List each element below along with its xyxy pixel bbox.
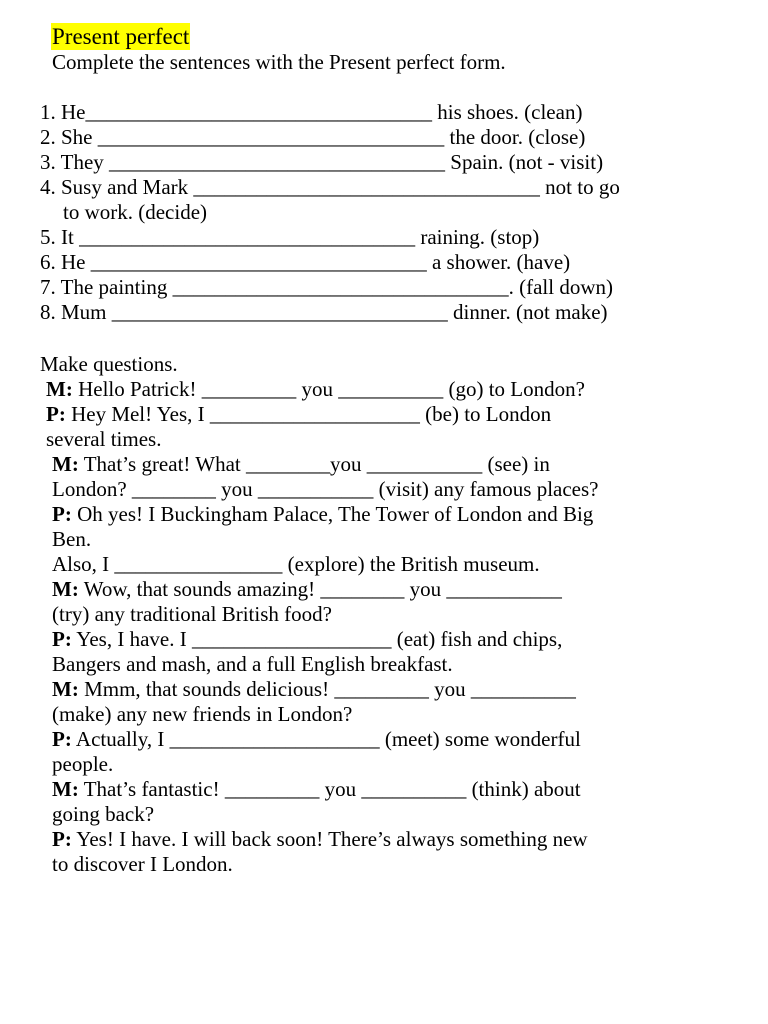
exercise-item: [40, 225, 620, 250]
exercise-item-continuation: to work. (decide): [63, 200, 208, 224]
dialogue-line: [46, 602, 666, 627]
speaker-label: P:: [52, 627, 72, 651]
speaker-label: M:: [52, 677, 79, 701]
speaker-label: P:: [52, 727, 72, 751]
worksheet-title: Present perfect: [52, 24, 190, 49]
dialogue-line: [46, 377, 666, 402]
dialogue-line: [46, 802, 666, 827]
instruction-text: Complete the sentences with the Present perfect form.: [52, 50, 506, 74]
exercise-item-text: 4. Susy and Mark _________________________________ not to go: [40, 175, 620, 199]
dialogue: [46, 377, 666, 877]
dialogue-text: (try) any traditional British food?: [52, 602, 332, 626]
dialogue-line: [46, 852, 666, 877]
dialogue-text: to discover I London.: [52, 852, 233, 876]
dialogue-text: (make) any new friends in London?: [52, 702, 353, 726]
exercise-item-text: 1. He_________________________________ his shoes. (clean): [40, 100, 583, 124]
exercise-1-list: [40, 100, 620, 325]
dialogue-line: [46, 777, 666, 802]
dialogue-line: [46, 477, 666, 502]
dialogue-text: Actually, I ____________________ (meet) some wonderful: [71, 727, 581, 751]
dialogue-text: Hello Patrick! _________ you __________ (go) to London?: [72, 377, 585, 401]
exercise-item-text: 6. He ________________________________ a shower. (have): [40, 250, 571, 274]
dialogue-text: Yes! I have. I will back soon! There’s always something new: [71, 827, 588, 851]
dialogue-line: [46, 552, 666, 577]
dialogue-text: Mmm, that sounds delicious! _________ you __________: [78, 677, 576, 701]
exercise-item-text: 8. Mum ________________________________ dinner. (not make): [40, 300, 608, 324]
dialogue-line: [46, 752, 666, 777]
exercise-item: [40, 250, 620, 275]
dialogue-text: Hey Mel! Yes, I ____________________ (be) to London: [65, 402, 552, 426]
speaker-label: M:: [46, 377, 73, 401]
speaker-label: M:: [52, 777, 79, 801]
exercise-item-text: 3. They ________________________________ Spain. (not - visit): [40, 150, 604, 174]
dialogue-text: That’s great! What ________you ___________ (see) in: [78, 452, 550, 476]
dialogue-text: people.: [52, 752, 114, 776]
dialogue-text: Also, I ________________ (explore) the British museum.: [52, 552, 540, 576]
dialogue-text: Wow, that sounds amazing! ________ you ___________: [78, 577, 562, 601]
dialogue-line: [46, 702, 666, 727]
exercise-item: [40, 275, 620, 300]
exercise-item-text: 7. The painting ________________________________. (fall down): [40, 275, 613, 299]
dialogue-text: Yes, I have. I ___________________ (eat) fish and chips,: [71, 627, 563, 651]
exercise-item-text: 5. It ________________________________ raining. (stop): [40, 225, 540, 249]
dialogue-text: Bangers and mash, and a full English breakfast.: [52, 652, 453, 676]
speaker-label: M:: [52, 577, 79, 601]
speaker-label: P:: [46, 402, 66, 426]
dialogue-text: going back?: [52, 802, 155, 826]
speaker-label: M:: [52, 452, 79, 476]
exercise-item-text: 2. She _________________________________ the door. (close): [40, 125, 586, 149]
dialogue-line: [46, 502, 666, 527]
dialogue-text: That’s fantastic! _________ you __________ (think) about: [78, 777, 581, 801]
dialogue-line: [46, 652, 666, 677]
dialogue-line: [46, 627, 666, 652]
exercise-item: [40, 175, 620, 225]
dialogue-text: Ben.: [52, 527, 92, 551]
speaker-label: P:: [52, 827, 72, 851]
exercise-item: [40, 125, 620, 150]
exercise-item: [40, 150, 620, 175]
speaker-label: P:: [52, 502, 72, 526]
exercise-item: [40, 100, 620, 125]
dialogue-text: London? ________ you ___________ (visit) any famous places?: [52, 477, 599, 501]
dialogue-line: [46, 452, 666, 477]
dialogue-line: [46, 827, 666, 852]
dialogue-line: [46, 527, 666, 552]
dialogue-line: [46, 727, 666, 752]
dialogue-text: several times.: [46, 427, 162, 451]
dialogue-line: [46, 577, 666, 602]
exercise-2-title: Make questions.: [40, 352, 178, 376]
dialogue-line: [46, 427, 666, 452]
dialogue-line: [46, 677, 666, 702]
dialogue-line: [46, 402, 666, 427]
exercise-item: [40, 300, 620, 325]
dialogue-text: Oh yes! I Buckingham Palace, The Tower of London and Big: [71, 502, 594, 526]
